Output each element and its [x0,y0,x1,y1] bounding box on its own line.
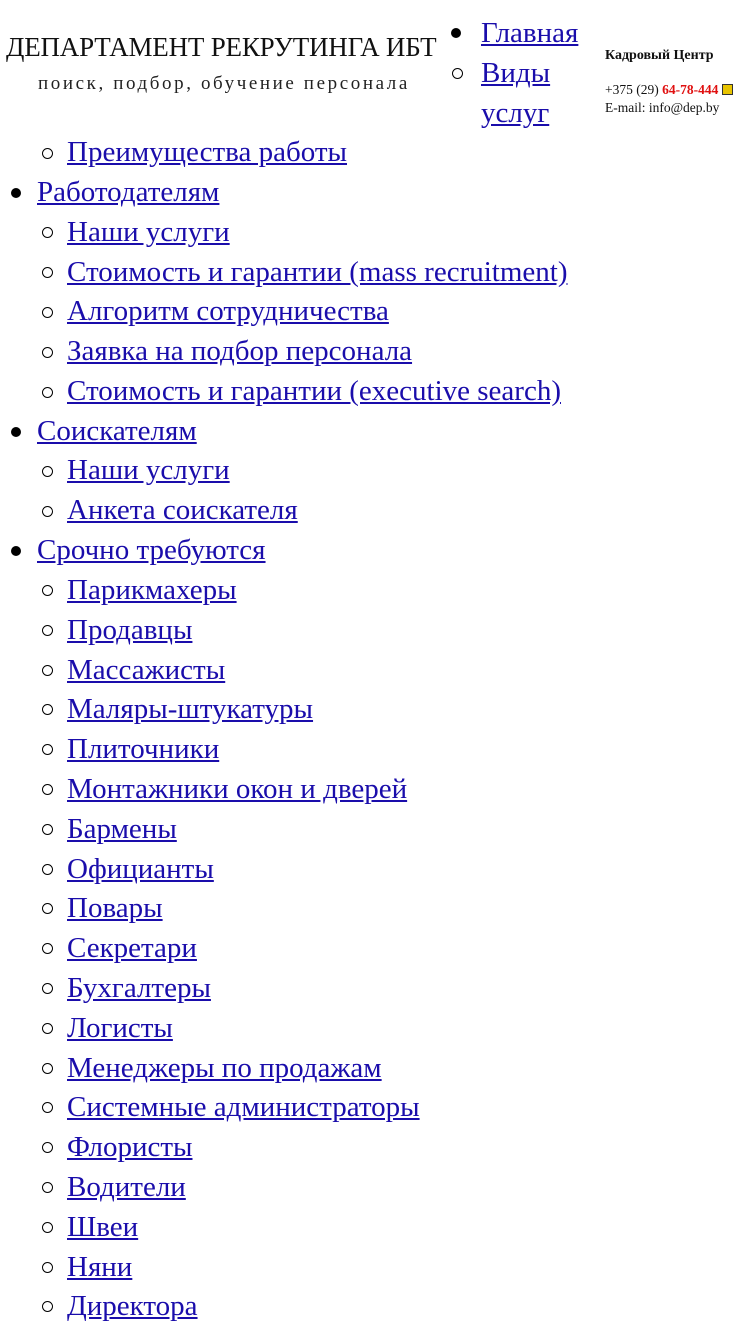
nav-link-mass-recruitment[interactable]: Стоимость и гарантии (mass recruitment) [67,256,568,288]
bullet-disc [11,546,21,556]
nav-link-vacancy[interactable]: Менеджеры по продажам [67,1052,382,1084]
nav-link-vacancy[interactable]: Швеи [67,1211,139,1243]
bullet-circle [42,824,53,835]
nav-link-vacancy[interactable]: Няни [67,1251,133,1283]
bullet-circle [42,466,53,477]
nav-subitem [67,291,389,331]
contact-block [605,48,750,116]
bullet-disc [11,188,21,198]
bullet-disc [451,28,461,38]
nav-link-employers[interactable]: Работодателям [37,176,220,208]
nav-link-vacancy[interactable]: Плиточники [67,733,220,765]
nav-subitem [67,1008,173,1048]
bullet-circle [42,585,53,596]
nav-link-vacancy[interactable]: Продавцы [67,614,193,646]
nav-subitem [67,1247,132,1287]
bullet-circle [42,983,53,994]
nav-link-vacancy[interactable]: Массажисты [67,654,226,686]
nav-link-vacancy[interactable]: Логисты [67,1012,173,1044]
nav-item-employers [37,172,219,212]
bullet-circle [42,943,53,954]
nav-subitem [67,1286,198,1326]
nav-link-algorithm[interactable]: Алгоритм сотрудничества [67,295,389,327]
nav-subitem [67,1207,138,1247]
nav-subitem [67,769,407,809]
nav-subitem [67,450,230,490]
nav-link-vacancy[interactable]: Системные администраторы [67,1091,420,1123]
nav-link-executive-search[interactable]: Стоимость и гарантии (executive search) [67,375,561,407]
nav-item-seekers [37,411,197,451]
nav-link-vacancy[interactable]: Повары [67,892,163,924]
bullet-circle [42,307,53,318]
nav-item-advantages [67,132,347,172]
nav-subitem [67,610,192,650]
bullet-circle [42,704,53,715]
nav-link-vacancy[interactable]: Маляры-штукатуры [67,693,314,725]
bullet-circle [42,1301,53,1312]
nav-subitem [67,888,163,928]
nav-link-vacancy[interactable]: Монтажники окон и дверей [67,773,408,805]
nav-subitem [67,689,313,729]
nav-link-advantages[interactable]: Преимущества работы [67,136,347,168]
nav-subitem [67,252,567,292]
nav-subitem [67,928,197,968]
nav-link-seeker-form[interactable]: Анкета соискателя [67,494,298,526]
site-subtitle: поиск, подбор, обучение персонала [38,73,410,94]
nav-link-vacancy[interactable]: Бухгалтеры [67,972,211,1004]
bullet-circle [42,1142,53,1153]
nav-subitem [67,490,298,530]
bullet-circle [42,864,53,875]
nav-link-vacancy[interactable]: Директора [67,1290,198,1322]
nav-link-seekers[interactable]: Соискателям [37,415,197,447]
nav-link-home[interactable]: Главная [481,17,579,49]
bullet-circle [42,784,53,795]
bullet-circle [42,1262,53,1273]
nav-item-home [481,13,578,53]
phone-prefix: +375 (29) [605,82,663,97]
nav-link-vacancy[interactable]: Официанты [67,853,214,885]
contact-email: E-mail: info@dep.by [605,100,720,115]
nav-subitem [67,212,230,252]
nav-subitem [67,729,219,769]
nav-subitem [67,1048,382,1088]
bullet-circle [42,506,53,517]
bullet-circle [42,744,53,755]
nav-item-urgent [37,530,266,570]
bullet-disc [11,427,21,437]
bullet-circle [42,1102,53,1113]
nav-link-vacancy[interactable]: Парикмахеры [67,574,237,606]
nav-subitem [67,1127,193,1167]
nav-subitem [67,331,412,371]
nav-subitem [67,1087,420,1127]
nav-subitem [67,968,211,1008]
nav-subitem [67,1167,186,1207]
nav-item-services [481,53,591,133]
phone-icon [722,84,733,95]
site-title: ДЕПАРТАМЕНТ РЕКРУТИНГА ИБТ [6,32,437,62]
bullet-circle [42,1023,53,1034]
phone-number: 64-78-444 [662,82,719,97]
bullet-circle [42,148,53,159]
nav-subitem [67,849,214,889]
bullet-circle [42,903,53,914]
nav-link-request[interactable]: Заявка на подбор персонала [67,335,413,367]
bullet-circle [452,68,463,79]
bullet-circle [42,1063,53,1074]
nav-link-vacancy[interactable]: Секретари [67,932,197,964]
nav-link-seeker-services[interactable]: Наши услуги [67,454,230,486]
contact-title: Кадровый Центр [605,48,714,63]
nav-link-employer-services[interactable]: Наши услуги [67,216,230,248]
bullet-circle [42,625,53,636]
contact-phone [605,82,750,98]
nav-subitem [67,809,177,849]
bullet-circle [42,267,53,278]
bullet-circle [42,347,53,358]
nav-link-vacancy[interactable]: Водители [67,1171,186,1203]
bullet-circle [42,387,53,398]
nav-link-vacancy[interactable]: Бармены [67,813,177,845]
bullet-circle [42,227,53,238]
nav-subitem [67,650,225,690]
bullet-circle [42,665,53,676]
nav-link-vacancy[interactable]: Флористы [67,1131,193,1163]
nav-subitem [67,570,237,610]
nav-link-services[interactable]: Виды услуг [481,57,551,129]
nav-link-urgent[interactable]: Срочно требуются [37,534,266,566]
bullet-circle [42,1222,53,1233]
bullet-circle [42,1182,53,1193]
nav-subitem [67,371,561,411]
